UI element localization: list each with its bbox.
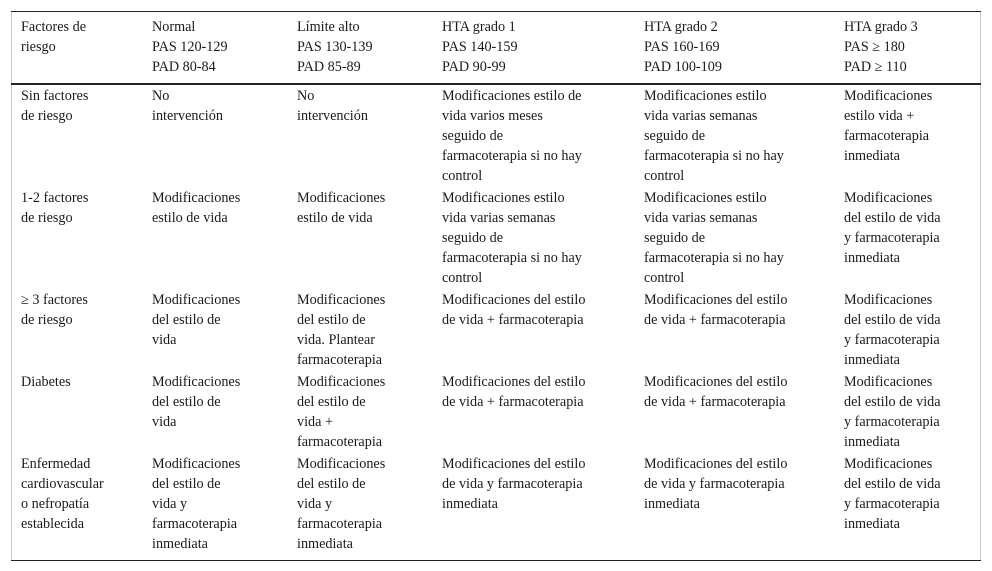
cell-line: vida varias semanas <box>442 210 556 226</box>
cell-line: PAS 130-139 <box>297 39 373 55</box>
cell-line: seguido de <box>442 230 504 246</box>
cell-line: vida y <box>297 496 333 512</box>
row-cardiovascular-disease-hta-grade-1 <box>442 454 585 514</box>
row-3-plus-risk-factors-risk-factor <box>21 290 88 330</box>
cell-line: cardiovascular <box>21 476 104 492</box>
row-no-risk-factors-hta-grade-3 <box>844 86 932 166</box>
cell-line: Modificaciones <box>297 456 386 472</box>
cell-line: control <box>644 168 685 184</box>
cell-line: de vida y farmacoterapia <box>644 476 785 492</box>
cell-line: control <box>442 168 483 184</box>
cell-line: del estilo de vida <box>844 210 941 226</box>
cell-line: vida. Plantear <box>297 332 376 348</box>
cell-line: de vida + farmacoterapia <box>644 394 786 410</box>
cell-line: del estilo de vida <box>844 476 941 492</box>
cell-line: y farmacoterapia <box>844 230 940 246</box>
row-cardiovascular-disease-hta-grade-2 <box>644 454 787 514</box>
cell-line: Modificaciones del estilo <box>442 292 586 308</box>
cell-line: PAD 100-109 <box>644 59 722 75</box>
cell-line: estilo vida + <box>844 108 915 124</box>
cell-line: establecida <box>21 516 85 532</box>
cell-line: farmacoterapia <box>297 352 383 368</box>
cell-line: inmediata <box>844 352 900 368</box>
cell-line: ≥ 3 factores <box>21 292 88 308</box>
header-hta-grade-1 <box>442 17 518 77</box>
cell-line: intervención <box>297 108 368 124</box>
cell-line: inmediata <box>844 250 900 266</box>
cell-line: Sin factores <box>21 88 89 104</box>
cell-line: Modificaciones <box>152 456 241 472</box>
row-no-risk-factors-hta-grade-1 <box>442 86 582 186</box>
row-1-2-risk-factors-hta-grade-2 <box>644 188 784 288</box>
row-cardiovascular-disease-hta-grade-3 <box>844 454 941 534</box>
cell-line: PAS 160-169 <box>644 39 720 55</box>
row-1-2-risk-factors-risk-factor <box>21 188 88 228</box>
row-cardiovascular-disease-risk-factor <box>21 454 104 534</box>
row-no-risk-factors-high-limit <box>297 86 368 126</box>
cell-line: Modificaciones <box>844 88 933 104</box>
cell-line: HTA grado 3 <box>844 19 918 35</box>
header-normal <box>152 17 228 77</box>
cell-line: Diabetes <box>21 374 71 390</box>
row-1-2-risk-factors-high-limit <box>297 188 385 228</box>
cell-line: 1-2 factores <box>21 190 89 206</box>
row-diabetes-normal <box>152 372 240 432</box>
cell-line: PAS 140-159 <box>442 39 518 55</box>
cell-line: Límite alto <box>297 19 360 35</box>
cell-line: vida + <box>297 414 333 430</box>
cell-line: Modificaciones <box>844 456 933 472</box>
cell-line: Modificaciones estilo <box>644 88 767 104</box>
cell-line: de riesgo <box>21 210 73 226</box>
cell-line: control <box>644 270 685 286</box>
cell-line: riesgo <box>21 39 56 55</box>
cell-line: estilo de vida <box>297 210 373 226</box>
row-3-plus-risk-factors-hta-grade-1 <box>442 290 585 330</box>
cell-line: Modificaciones estilo <box>644 190 767 206</box>
row-3-plus-risk-factors-normal <box>152 290 240 350</box>
cell-line: HTA grado 1 <box>442 19 516 35</box>
header-hta-grade-3 <box>844 17 918 77</box>
cell-line: estilo de vida <box>152 210 228 226</box>
cell-line: inmediata <box>644 496 700 512</box>
cell-line: farmacoterapia <box>297 434 383 450</box>
cell-line: farmacoterapia si no hay <box>442 250 582 266</box>
cell-line: PAD 80-84 <box>152 59 216 75</box>
table-left-border <box>11 12 12 560</box>
cell-line: de vida + farmacoterapia <box>644 312 786 328</box>
cell-line: Modificaciones <box>297 374 386 390</box>
header-risk-factors <box>21 17 86 57</box>
cell-line: intervención <box>152 108 223 124</box>
cell-line: farmacoterapia <box>152 516 238 532</box>
cell-line: inmediata <box>844 516 900 532</box>
cell-line: Modificaciones <box>844 190 933 206</box>
cell-line: de riesgo <box>21 312 73 328</box>
cell-line: o nefropatía <box>21 496 90 512</box>
cell-line: Enfermedad <box>21 456 91 472</box>
cell-line: de vida y farmacoterapia <box>442 476 583 492</box>
cell-line: vida varios meses <box>442 108 543 124</box>
cell-line: de vida + farmacoterapia <box>442 394 584 410</box>
cell-line: HTA grado 2 <box>644 19 718 35</box>
cell-line: seguido de <box>644 128 706 144</box>
cell-line: del estilo de <box>152 312 221 328</box>
cell-line: Modificaciones estilo de <box>442 88 582 104</box>
row-diabetes-risk-factor <box>21 372 71 392</box>
cell-line: vida varias semanas <box>644 108 758 124</box>
cell-line: farmacoterapia si no hay <box>644 148 784 164</box>
cell-line: Modificaciones del estilo <box>442 374 586 390</box>
cell-line: vida y <box>152 496 188 512</box>
cell-line: del estilo de vida <box>844 394 941 410</box>
cell-line: del estilo de <box>152 394 221 410</box>
cell-line: Modificaciones del estilo <box>442 456 586 472</box>
cell-line: inmediata <box>152 536 208 552</box>
cell-line: Modificaciones <box>152 374 241 390</box>
row-1-2-risk-factors-normal <box>152 188 240 228</box>
cell-line: No <box>152 88 170 104</box>
cell-line: Modificaciones <box>152 292 241 308</box>
cell-line: del estilo de <box>297 312 366 328</box>
row-3-plus-risk-factors-high-limit <box>297 290 385 370</box>
cell-line: vida <box>152 414 177 430</box>
cell-line: PAS 120-129 <box>152 39 228 55</box>
cell-line: PAS ≥ 180 <box>844 39 905 55</box>
row-diabetes-hta-grade-1 <box>442 372 585 412</box>
row-no-risk-factors-risk-factor <box>21 86 88 126</box>
cell-line: y farmacoterapia <box>844 414 940 430</box>
cell-line: del estilo de <box>297 476 366 492</box>
cell-line: de vida + farmacoterapia <box>442 312 584 328</box>
row-3-plus-risk-factors-hta-grade-3 <box>844 290 941 370</box>
cell-line: farmacoterapia <box>844 128 930 144</box>
cell-line: No <box>297 88 315 104</box>
cell-line: vida <box>152 332 177 348</box>
cell-line: control <box>442 270 483 286</box>
cell-line: y farmacoterapia <box>844 496 940 512</box>
cell-line: PAD 90-99 <box>442 59 506 75</box>
row-cardiovascular-disease-high-limit <box>297 454 385 554</box>
cell-line: seguido de <box>644 230 706 246</box>
row-diabetes-high-limit <box>297 372 385 452</box>
cell-line: farmacoterapia si no hay <box>644 250 784 266</box>
hypertension-treatment-table <box>11 11 981 561</box>
cell-line: Modificaciones <box>844 374 933 390</box>
cell-line: seguido de <box>442 128 504 144</box>
cell-line: Modificaciones <box>152 190 241 206</box>
row-diabetes-hta-grade-2 <box>644 372 787 412</box>
row-no-risk-factors-hta-grade-2 <box>644 86 784 186</box>
header-hta-grade-2 <box>644 17 722 77</box>
cell-line: Modificaciones <box>297 292 386 308</box>
cell-line: inmediata <box>844 434 900 450</box>
row-1-2-risk-factors-hta-grade-1 <box>442 188 582 288</box>
header-high-limit <box>297 17 373 77</box>
cell-line: y farmacoterapia <box>844 332 940 348</box>
row-no-risk-factors-normal <box>152 86 223 126</box>
row-3-plus-risk-factors-hta-grade-2 <box>644 290 787 330</box>
cell-line: PAD 85-89 <box>297 59 361 75</box>
row-diabetes-hta-grade-3 <box>844 372 941 452</box>
cell-line: PAD ≥ 110 <box>844 59 907 75</box>
cell-line: Normal <box>152 19 196 35</box>
cell-line: Factores de <box>21 19 87 35</box>
cell-line: del estilo de <box>297 394 366 410</box>
cell-line: farmacoterapia <box>297 516 383 532</box>
table-right-border <box>980 12 981 560</box>
cell-line: inmediata <box>297 536 353 552</box>
cell-line: inmediata <box>442 496 498 512</box>
row-1-2-risk-factors-hta-grade-3 <box>844 188 941 268</box>
cell-line: vida varias semanas <box>644 210 758 226</box>
header-rule <box>11 83 981 85</box>
cell-line: del estilo de <box>152 476 221 492</box>
cell-line: inmediata <box>844 148 900 164</box>
cell-line: Modificaciones del estilo <box>644 292 788 308</box>
cell-line: Modificaciones <box>844 292 933 308</box>
cell-line: del estilo de vida <box>844 312 941 328</box>
cell-line: farmacoterapia si no hay <box>442 148 582 164</box>
cell-line: Modificaciones estilo <box>442 190 565 206</box>
cell-line: Modificaciones del estilo <box>644 374 788 390</box>
cell-line: Modificaciones <box>297 190 386 206</box>
cell-line: de riesgo <box>21 108 73 124</box>
cell-line: Modificaciones del estilo <box>644 456 788 472</box>
row-cardiovascular-disease-normal <box>152 454 240 554</box>
